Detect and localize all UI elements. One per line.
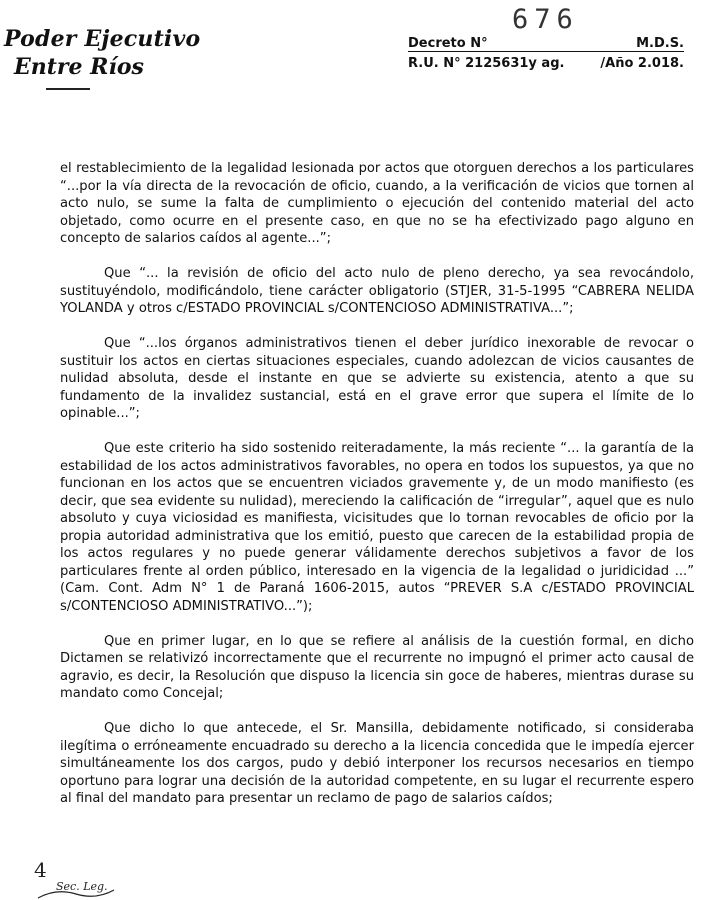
paragraph-2: Que “... la revisión de oficio del acto nulo de pleno derecho, ya sea revocándolo, sustituyéndolo, modificándolo, tiene carácter obligatorio (STJER, 31-5-1995 “CABRERA NELIDA YOLANDA y otros c/ESTADO PROVINCIAL s/CONTENCIOSO ADMINISTRATIVA...”; <box>60 266 694 316</box>
ministry-code: M.D.S. <box>636 36 684 51</box>
paragraph-6: Que dicho lo que antecede, el Sr. Mansilla, debidamente notificado, si consideraba ilegítima o erróneamente encuadrado su derecho a la licencia concedida que le impedía ejercer simultáneamente los dos cargos, pudo y debió interponer los recursos necesarios en tiempo oportuno para lograr una decisión de la autoridad competente, en su lugar el recurrente espero al final del mandato para presentar un reclamo de pago de salarios caídos; <box>60 721 694 806</box>
letterhead-province: Entre Ríos <box>14 54 144 80</box>
paragraph-4: Que este criterio ha sido sostenido reiteradamente, la más reciente “... la garantía de la estabilidad de los actos administrativos favorables, no opera en todos los supuestos, ya que no funcionan en los actos que se encuentren viciados gravemente y, de un modo manifiesto (es decir, que sea evidente su nulidad), mereciendo la calificación de “irregular”, aquel que es nulo absoluto y cuya viciosidad es manifiesta, vicisitudes que lo tornan revocables de oficio por la propia autoridad administrativa que los emitió, puesto que carecen de la estabilidad propia de los actos regulares y no puede generar válidamente derechos subjetivos a favor de los particulares frente al orden público, interesado en la vigencia de la legalidad o juridicidad ...” (Cam. Cont. Adm N° 1 de Paraná 1606-2015, autos “PREVER S.A c/ESTADO PROVINCIAL s/CONTENCIOSO ADMINISTRATIVO...”); <box>60 441 694 614</box>
legal-secretary-stamp: Sec. Leg. <box>56 880 108 893</box>
paragraph-5: Que en primer lugar, en lo que se refiere al análisis de la cuestión formal, en dicho Dictamen se relativizó incorrectamente que el recurrente no impugnó el primer acto causal de agravio, es decir, la Resolución que dispuso la licencia sin goce de haberes, mientras durase su mandato como Concejal; <box>60 633 694 701</box>
paragraph-3: Que “...los órganos administrativos tienen el deber jurídico inexorable de revocar o sustituir los actos en ciertas situaciones especiales, cuando adolezcan de vicios causantes de nulidad absoluta, desde el instante en que se advierte su existencia, atento a que su fundamento de la invalidez sustancial, está en el grave error que supera el límite de lo opinable...”; <box>60 336 694 421</box>
letterhead-title: Poder Ejecutivo <box>4 26 201 52</box>
decreto-label: Decreto N° <box>408 36 488 51</box>
document-body <box>60 160 694 825</box>
decree-header-row2 <box>408 56 688 74</box>
paragraph-1: el restablecimiento de la legalidad lesionada por actos que otorguen derechos a los particulares “...por la vía directa de la revocación de oficio, cuando, a la verificación de vicios que tornen al acto nulo, se sume la falta de cumplimiento o ejecución del contenido material del acto objetado, como ocurre en el presente caso, en que no se ha efectivizado pago alguno en concepto de salarios caídos al agente...”; <box>60 161 694 246</box>
decree-header <box>408 36 688 74</box>
letterhead-rule <box>46 88 90 90</box>
decree-number-stamp: 676 <box>512 4 579 35</box>
decree-header-row1 <box>408 36 688 54</box>
handwritten-corner-mark: 4 <box>34 858 47 882</box>
decreto-underline <box>408 51 684 52</box>
registry-number: R.U. N° 2125631y ag. <box>408 56 565 71</box>
decree-year: /Año 2.018. <box>600 56 684 71</box>
